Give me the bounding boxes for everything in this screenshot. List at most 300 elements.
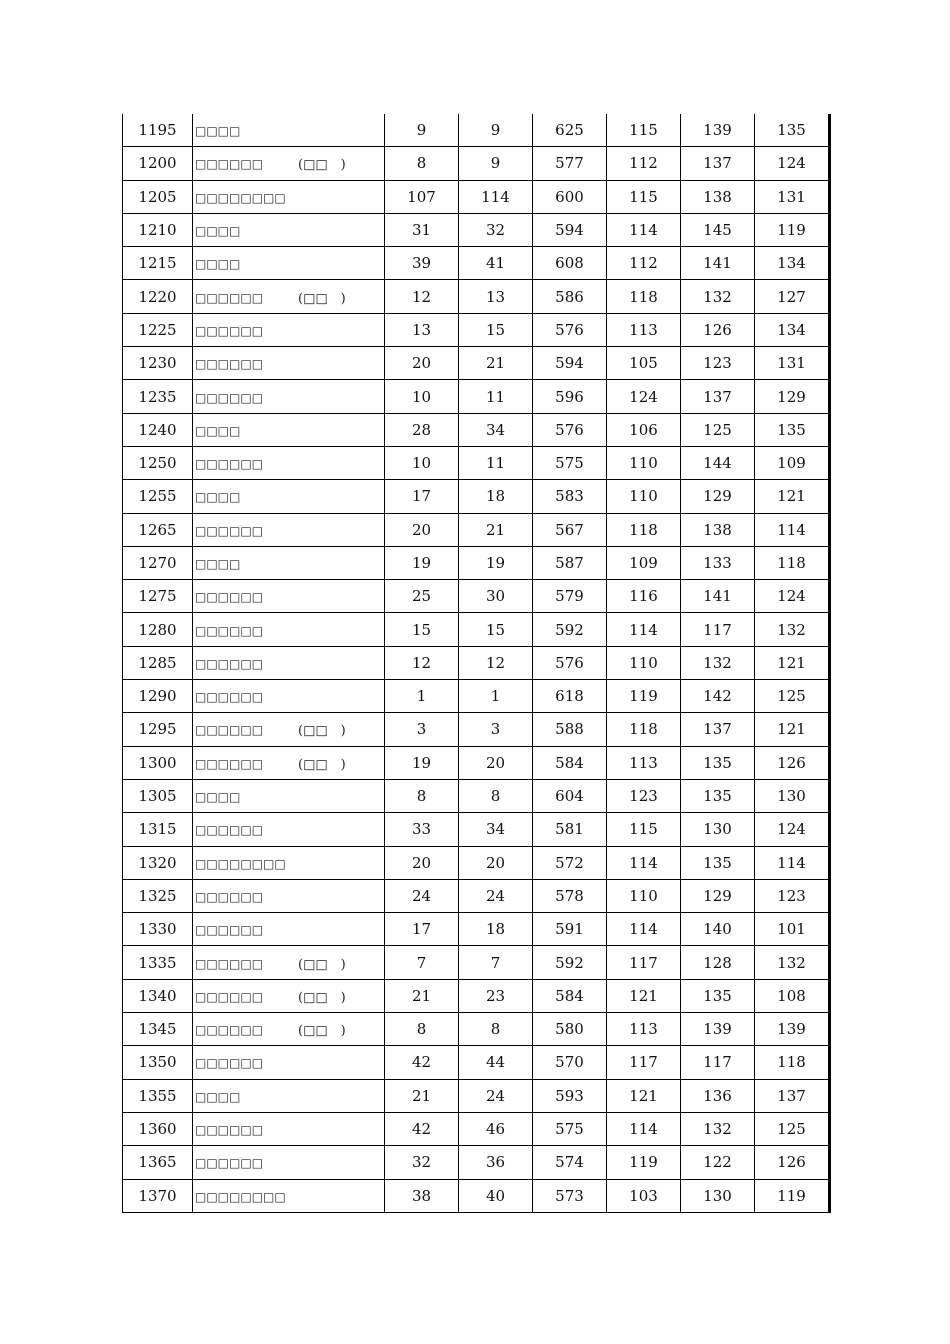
cell-value-2: 7: [459, 946, 533, 979]
cell-value-5: 138: [681, 513, 755, 546]
cell-name: [193, 1146, 385, 1179]
cell-value-3: 591: [533, 913, 607, 946]
table-row: [123, 680, 830, 713]
cell-value-1: 42: [385, 1112, 459, 1145]
cell-value-6: 132: [755, 613, 830, 646]
cell-value-5: 138: [681, 180, 755, 213]
cell-name: [193, 180, 385, 213]
school-name: □□□□□□: [195, 690, 264, 705]
school-name: □□□□□□: [195, 923, 264, 938]
cell-value-3: 600: [533, 180, 607, 213]
cell-value-6: 101: [755, 913, 830, 946]
cell-value-6: 139: [755, 1013, 830, 1046]
cell-value-5: 125: [681, 413, 755, 446]
cell-value-4: 118: [607, 513, 681, 546]
school-name: □□□□□□: [195, 590, 264, 605]
table-row: [123, 446, 830, 479]
school-note: (□□ ): [298, 957, 346, 973]
table-row: [123, 813, 830, 846]
cell-value-2: 11: [459, 380, 533, 413]
cell-value-4: 115: [607, 813, 681, 846]
cell-value-3: 580: [533, 1013, 607, 1046]
cell-value-5: 141: [681, 247, 755, 280]
cell-value-3: 583: [533, 480, 607, 513]
cell-value-4: 110: [607, 480, 681, 513]
cell-value-1: 10: [385, 446, 459, 479]
table-row: [123, 1112, 830, 1145]
school-note: (□□ ): [298, 157, 346, 173]
table-row: [123, 713, 830, 746]
cell-code: 1355: [123, 1079, 193, 1112]
cell-value-2: 20: [459, 746, 533, 779]
cell-name: [193, 813, 385, 846]
school-note: (□□ ): [298, 757, 346, 773]
cell-value-6: 131: [755, 180, 830, 213]
cell-value-4: 112: [607, 247, 681, 280]
cell-value-4: 119: [607, 680, 681, 713]
cell-name: [193, 846, 385, 879]
cell-value-1: 25: [385, 580, 459, 613]
cell-name: [193, 1079, 385, 1112]
cell-value-2: 21: [459, 347, 533, 380]
cell-value-6: 129: [755, 380, 830, 413]
cell-name: [193, 879, 385, 912]
school-note: (□□ ): [298, 723, 346, 739]
cell-value-5: 129: [681, 480, 755, 513]
cell-value-4: 124: [607, 380, 681, 413]
table-row: [123, 779, 830, 812]
cell-value-3: 608: [533, 247, 607, 280]
cell-value-2: 36: [459, 1146, 533, 1179]
cell-value-1: 38: [385, 1179, 459, 1212]
cell-value-2: 18: [459, 480, 533, 513]
cell-code: 1370: [123, 1179, 193, 1212]
cell-value-1: 12: [385, 280, 459, 313]
cell-value-1: 17: [385, 913, 459, 946]
school-name: □□□□□□: [195, 290, 264, 305]
cell-value-2: 24: [459, 1079, 533, 1112]
cell-code: 1235: [123, 380, 193, 413]
cell-name: [193, 114, 385, 147]
cell-value-2: 8: [459, 779, 533, 812]
school-name: □□□□□□□□: [195, 1189, 286, 1204]
cell-value-2: 13: [459, 280, 533, 313]
cell-value-3: 594: [533, 213, 607, 246]
cell-name: [193, 580, 385, 613]
cell-value-2: 30: [459, 580, 533, 613]
cell-value-1: 21: [385, 1079, 459, 1112]
cell-value-6: 132: [755, 946, 830, 979]
cell-value-6: 125: [755, 1112, 830, 1145]
cell-value-1: 15: [385, 613, 459, 646]
cell-name: [193, 446, 385, 479]
cell-value-1: 31: [385, 213, 459, 246]
cell-value-4: 119: [607, 1146, 681, 1179]
cell-code: 1220: [123, 280, 193, 313]
cell-name: [193, 1112, 385, 1145]
cell-value-1: 8: [385, 1013, 459, 1046]
cell-value-1: 33: [385, 813, 459, 846]
table-row: [123, 180, 830, 213]
cell-value-6: 134: [755, 247, 830, 280]
cell-value-2: 20: [459, 846, 533, 879]
cell-name: [193, 713, 385, 746]
cell-name: [193, 380, 385, 413]
cell-value-4: 114: [607, 213, 681, 246]
cell-value-6: 130: [755, 779, 830, 812]
school-name: □□□□□□: [195, 390, 264, 405]
cell-code: 1340: [123, 979, 193, 1012]
cell-code: 1305: [123, 779, 193, 812]
cell-value-2: 3: [459, 713, 533, 746]
cell-value-5: 129: [681, 879, 755, 912]
cell-value-5: 137: [681, 380, 755, 413]
cell-value-2: 12: [459, 646, 533, 679]
cell-code: 1255: [123, 480, 193, 513]
school-name: □□□□: [195, 1089, 241, 1104]
cell-name: [193, 746, 385, 779]
cell-value-5: 130: [681, 813, 755, 846]
table-row: [123, 247, 830, 280]
cell-value-1: 10: [385, 380, 459, 413]
cell-value-1: 28: [385, 413, 459, 446]
cell-value-2: 24: [459, 879, 533, 912]
table-row: [123, 114, 830, 147]
school-note: (□□ ): [298, 1023, 346, 1039]
cell-value-2: 23: [459, 979, 533, 1012]
cell-code: 1360: [123, 1112, 193, 1145]
cell-value-2: 11: [459, 446, 533, 479]
cell-value-4: 114: [607, 613, 681, 646]
cell-name: [193, 413, 385, 446]
table-row: [123, 846, 830, 879]
school-name: □□□□□□: [195, 623, 264, 638]
table-row: [123, 213, 830, 246]
cell-name: [193, 613, 385, 646]
cell-value-6: 109: [755, 446, 830, 479]
cell-value-4: 116: [607, 580, 681, 613]
table-body: [123, 114, 830, 1212]
school-name: □□□□□□: [195, 989, 264, 1004]
cell-value-5: 126: [681, 313, 755, 346]
cell-name: [193, 779, 385, 812]
cell-value-6: 121: [755, 480, 830, 513]
school-name: □□□□□□: [195, 357, 264, 372]
table-row: [123, 1046, 830, 1079]
cell-value-3: 593: [533, 1079, 607, 1112]
school-name: □□□□: [195, 224, 241, 239]
cell-value-1: 17: [385, 480, 459, 513]
cell-name: [193, 646, 385, 679]
cell-value-5: 139: [681, 114, 755, 147]
cell-value-5: 128: [681, 946, 755, 979]
cell-value-6: 118: [755, 1046, 830, 1079]
cell-name: [193, 480, 385, 513]
cell-value-1: 20: [385, 347, 459, 380]
cell-value-6: 131: [755, 347, 830, 380]
cell-value-5: 135: [681, 746, 755, 779]
cell-value-2: 15: [459, 613, 533, 646]
cell-code: 1350: [123, 1046, 193, 1079]
school-name: □□□□□□: [195, 1156, 264, 1171]
cell-value-4: 105: [607, 347, 681, 380]
cell-value-5: 123: [681, 347, 755, 380]
cell-value-5: 144: [681, 446, 755, 479]
cell-value-1: 107: [385, 180, 459, 213]
cell-code: 1275: [123, 580, 193, 613]
cell-code: 1200: [123, 147, 193, 180]
cell-value-3: 586: [533, 280, 607, 313]
table-row: [123, 147, 830, 180]
cell-code: 1290: [123, 680, 193, 713]
school-name: □□□□: [195, 257, 241, 272]
cell-value-4: 109: [607, 546, 681, 579]
cell-name: [193, 680, 385, 713]
cell-value-1: 3: [385, 713, 459, 746]
cell-name: [193, 513, 385, 546]
cell-code: 1210: [123, 213, 193, 246]
cell-name: [193, 913, 385, 946]
score-table-container: [122, 114, 829, 1213]
cell-value-3: 584: [533, 979, 607, 1012]
cell-value-4: 112: [607, 147, 681, 180]
cell-value-2: 8: [459, 1013, 533, 1046]
cell-code: 1215: [123, 247, 193, 280]
table-row: [123, 513, 830, 546]
cell-name: [193, 280, 385, 313]
table-row: [123, 613, 830, 646]
cell-value-5: 135: [681, 779, 755, 812]
cell-name: [193, 313, 385, 346]
cell-value-2: 41: [459, 247, 533, 280]
cell-value-3: 604: [533, 779, 607, 812]
cell-code: 1250: [123, 446, 193, 479]
cell-value-2: 34: [459, 813, 533, 846]
cell-name: [193, 1013, 385, 1046]
cell-value-2: 1: [459, 680, 533, 713]
cell-value-5: 139: [681, 1013, 755, 1046]
school-name: □□□□□□: [195, 889, 264, 904]
cell-value-4: 117: [607, 1046, 681, 1079]
cell-value-5: 136: [681, 1079, 755, 1112]
school-name: □□□□□□: [195, 1123, 264, 1138]
table-row: [123, 380, 830, 413]
cell-code: 1300: [123, 746, 193, 779]
cell-value-1: 32: [385, 1146, 459, 1179]
cell-value-6: 114: [755, 513, 830, 546]
cell-value-4: 115: [607, 180, 681, 213]
table-row: [123, 313, 830, 346]
cell-code: 1270: [123, 546, 193, 579]
cell-value-3: 618: [533, 680, 607, 713]
cell-value-5: 137: [681, 147, 755, 180]
cell-value-6: 135: [755, 413, 830, 446]
school-note: (□□ ): [298, 990, 346, 1006]
cell-name: [193, 1046, 385, 1079]
table-row: [123, 347, 830, 380]
table-row: [123, 546, 830, 579]
cell-value-4: 118: [607, 280, 681, 313]
cell-value-2: 32: [459, 213, 533, 246]
table-row: [123, 1079, 830, 1112]
cell-value-6: 137: [755, 1079, 830, 1112]
cell-value-5: 122: [681, 1146, 755, 1179]
cell-value-1: 39: [385, 247, 459, 280]
cell-value-2: 19: [459, 546, 533, 579]
school-name: □□□□□□: [195, 723, 264, 738]
cell-value-6: 134: [755, 313, 830, 346]
cell-code: 1365: [123, 1146, 193, 1179]
cell-value-5: 137: [681, 713, 755, 746]
cell-value-2: 21: [459, 513, 533, 546]
cell-value-4: 110: [607, 646, 681, 679]
table-row: [123, 1013, 830, 1046]
table-row: [123, 413, 830, 446]
school-name: □□□□□□: [195, 523, 264, 538]
cell-code: 1265: [123, 513, 193, 546]
cell-value-4: 113: [607, 1013, 681, 1046]
cell-value-2: 40: [459, 1179, 533, 1212]
cell-code: 1330: [123, 913, 193, 946]
cell-value-2: 46: [459, 1112, 533, 1145]
school-name: □□□□□□: [195, 323, 264, 338]
school-name: □□□□□□: [195, 157, 264, 172]
table-row: [123, 946, 830, 979]
cell-value-5: 132: [681, 280, 755, 313]
cell-value-6: 123: [755, 879, 830, 912]
cell-code: 1230: [123, 347, 193, 380]
cell-name: [193, 247, 385, 280]
cell-name: [193, 147, 385, 180]
table-row: [123, 580, 830, 613]
cell-value-6: 124: [755, 580, 830, 613]
cell-value-4: 123: [607, 779, 681, 812]
cell-value-2: 9: [459, 147, 533, 180]
cell-code: 1295: [123, 713, 193, 746]
cell-value-1: 24: [385, 879, 459, 912]
cell-value-3: 576: [533, 413, 607, 446]
cell-value-1: 9: [385, 114, 459, 147]
cell-value-2: 9: [459, 114, 533, 147]
cell-value-3: 573: [533, 1179, 607, 1212]
cell-name: [193, 946, 385, 979]
table-row: [123, 979, 830, 1012]
school-name: □□□□□□□□: [195, 190, 286, 205]
cell-value-6: 121: [755, 646, 830, 679]
cell-name: [193, 347, 385, 380]
cell-value-6: 125: [755, 680, 830, 713]
cell-value-4: 117: [607, 946, 681, 979]
cell-value-1: 8: [385, 779, 459, 812]
school-name: □□□□□□: [195, 656, 264, 671]
cell-code: 1345: [123, 1013, 193, 1046]
table-row: [123, 879, 830, 912]
cell-value-5: 140: [681, 913, 755, 946]
school-name: □□□□□□: [195, 457, 264, 472]
school-name: □□□□□□: [195, 756, 264, 771]
cell-value-5: 132: [681, 1112, 755, 1145]
cell-name: [193, 213, 385, 246]
cell-value-3: 570: [533, 1046, 607, 1079]
school-name: □□□□□□: [195, 823, 264, 838]
cell-value-3: 581: [533, 813, 607, 846]
cell-value-4: 121: [607, 979, 681, 1012]
cell-value-2: 18: [459, 913, 533, 946]
cell-value-5: 133: [681, 546, 755, 579]
cell-value-3: 576: [533, 646, 607, 679]
cell-value-3: 572: [533, 846, 607, 879]
cell-value-5: 132: [681, 646, 755, 679]
cell-name: [193, 1179, 385, 1212]
cell-value-4: 115: [607, 114, 681, 147]
cell-value-3: 588: [533, 713, 607, 746]
cell-value-5: 141: [681, 580, 755, 613]
cell-value-4: 113: [607, 746, 681, 779]
cell-value-1: 20: [385, 846, 459, 879]
school-name: □□□□: [195, 490, 241, 505]
cell-value-2: 15: [459, 313, 533, 346]
cell-value-5: 117: [681, 1046, 755, 1079]
cell-value-6: 126: [755, 1146, 830, 1179]
cell-code: 1205: [123, 180, 193, 213]
cell-value-6: 135: [755, 114, 830, 147]
cell-value-4: 106: [607, 413, 681, 446]
cell-value-6: 124: [755, 147, 830, 180]
cell-value-4: 110: [607, 879, 681, 912]
school-note: (□□ ): [298, 291, 346, 307]
cell-value-6: 118: [755, 546, 830, 579]
cell-value-1: 20: [385, 513, 459, 546]
cell-code: 1240: [123, 413, 193, 446]
cell-value-6: 114: [755, 846, 830, 879]
cell-value-6: 108: [755, 979, 830, 1012]
cell-value-3: 594: [533, 347, 607, 380]
school-name: □□□□: [195, 124, 241, 139]
cell-value-5: 117: [681, 613, 755, 646]
cell-value-4: 121: [607, 1079, 681, 1112]
cell-value-1: 19: [385, 546, 459, 579]
table-row: [123, 913, 830, 946]
cell-value-6: 127: [755, 280, 830, 313]
cell-value-3: 579: [533, 580, 607, 613]
cell-code: 1195: [123, 114, 193, 147]
table-row: [123, 646, 830, 679]
cell-value-3: 592: [533, 946, 607, 979]
cell-value-1: 21: [385, 979, 459, 1012]
cell-value-3: 575: [533, 446, 607, 479]
school-name: □□□□□□: [195, 1056, 264, 1071]
cell-value-3: 575: [533, 1112, 607, 1145]
school-name: □□□□: [195, 790, 241, 805]
table-row: [123, 280, 830, 313]
cell-code: 1320: [123, 846, 193, 879]
school-name: □□□□□□: [195, 1023, 264, 1038]
cell-code: 1325: [123, 879, 193, 912]
cell-value-4: 114: [607, 1112, 681, 1145]
cell-value-2: 114: [459, 180, 533, 213]
cell-value-4: 118: [607, 713, 681, 746]
cell-value-3: 625: [533, 114, 607, 147]
cell-value-3: 574: [533, 1146, 607, 1179]
cell-value-4: 114: [607, 913, 681, 946]
cell-code: 1335: [123, 946, 193, 979]
school-name: □□□□: [195, 557, 241, 571]
cell-value-3: 584: [533, 746, 607, 779]
cell-value-1: 13: [385, 313, 459, 346]
cell-value-1: 19: [385, 746, 459, 779]
cell-value-1: 42: [385, 1046, 459, 1079]
cell-code: 1280: [123, 613, 193, 646]
